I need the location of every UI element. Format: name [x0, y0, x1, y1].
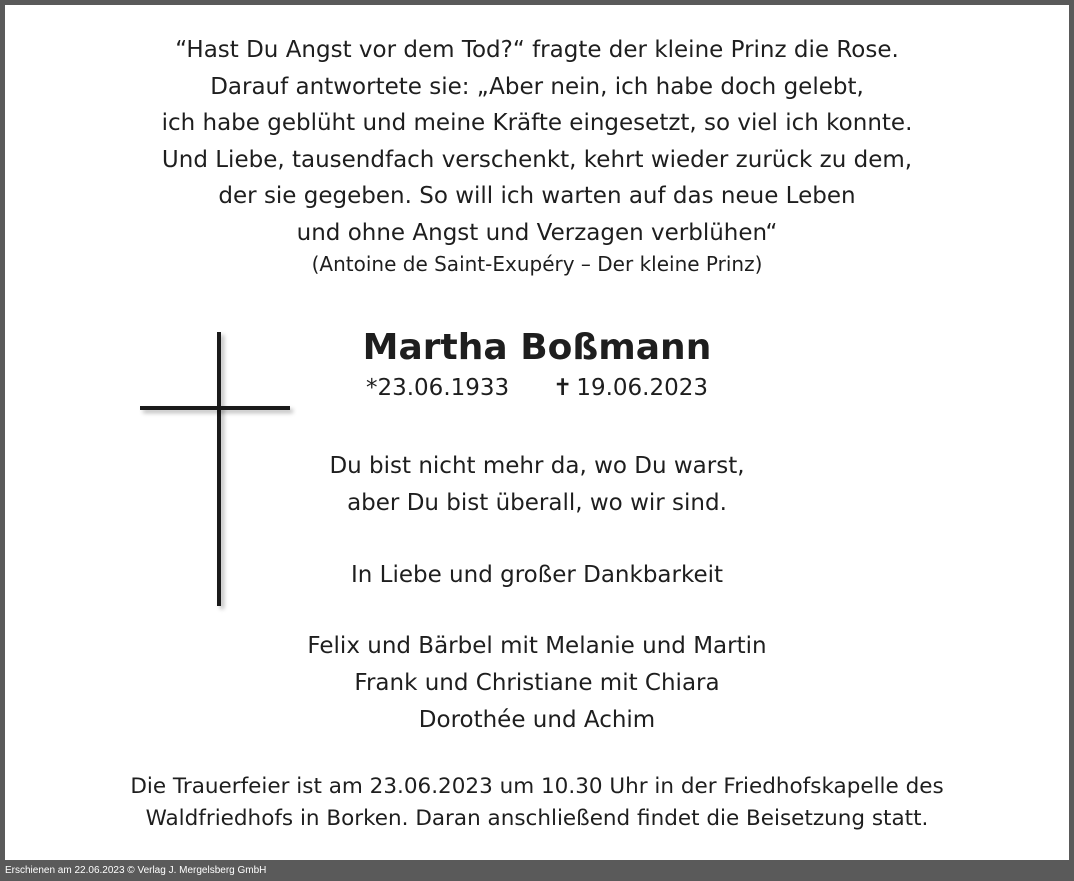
thanks-line: In Liebe und großer Dankbarkeit — [350, 562, 724, 588]
quote-block — [5, 32, 1069, 251]
birth-date: *23.06.1933 — [365, 375, 510, 401]
family-block — [5, 628, 1069, 739]
quote-line: und ohne Angst und Verzagen verblühen“ — [296, 219, 778, 246]
death-date: 19.06.2023 — [576, 375, 709, 401]
cross-horizontal-beam — [140, 406, 290, 410]
ceremony-line: Waldfriedhofs in Borken. Daran anschließend findet die Beisetzung statt. — [145, 806, 929, 831]
quote-line: ich habe geblüht und meine Kräfte eingesetzt, so viel ich konnte. — [161, 110, 913, 136]
family-line: Dorothée und Achim — [418, 707, 656, 733]
family-line: Frank und Christiane mit Chiara — [354, 670, 720, 696]
cross-icon: ✝ — [553, 375, 573, 401]
quote-line: Und Liebe, tausendfach verschenkt, kehrt wieder zurück zu dem, — [161, 146, 913, 173]
family-line: Felix und Bärbel mit Melanie und Martin — [307, 633, 767, 659]
ceremony-line: Die Trauerfeier ist am 23.06.2023 um 10.30 Uhr in der Friedhofskapelle des — [130, 774, 944, 799]
ceremony-info — [5, 771, 1069, 835]
verse-line: Du bist nicht mehr da, wo Du warst, — [329, 453, 745, 479]
quote-line: der sie gegeben. So will ich warten auf das neue Leben — [218, 183, 856, 209]
deceased-name: Martha Boßmann — [362, 327, 712, 368]
quote-line: Darauf antwortete sie: „Aber nein, ich habe doch gelebt, — [210, 73, 864, 100]
publication-footer: Erschienen am 22.06.2023 © Verlag J. Mergelsberg GmbH — [5, 865, 267, 876]
quote-line: “Hast Du Angst vor dem Tod?“ fragte der kleine Prinz die Rose. — [175, 37, 899, 63]
life-dates — [5, 372, 1069, 404]
quote-source: (Antoine de Saint-Exupéry – Der kleine Prinz) — [311, 252, 763, 276]
verse-block — [5, 448, 1069, 521]
verse-line: aber Du bist überall, wo wir sind. — [347, 489, 727, 516]
obituary-notice — [5, 5, 1069, 860]
